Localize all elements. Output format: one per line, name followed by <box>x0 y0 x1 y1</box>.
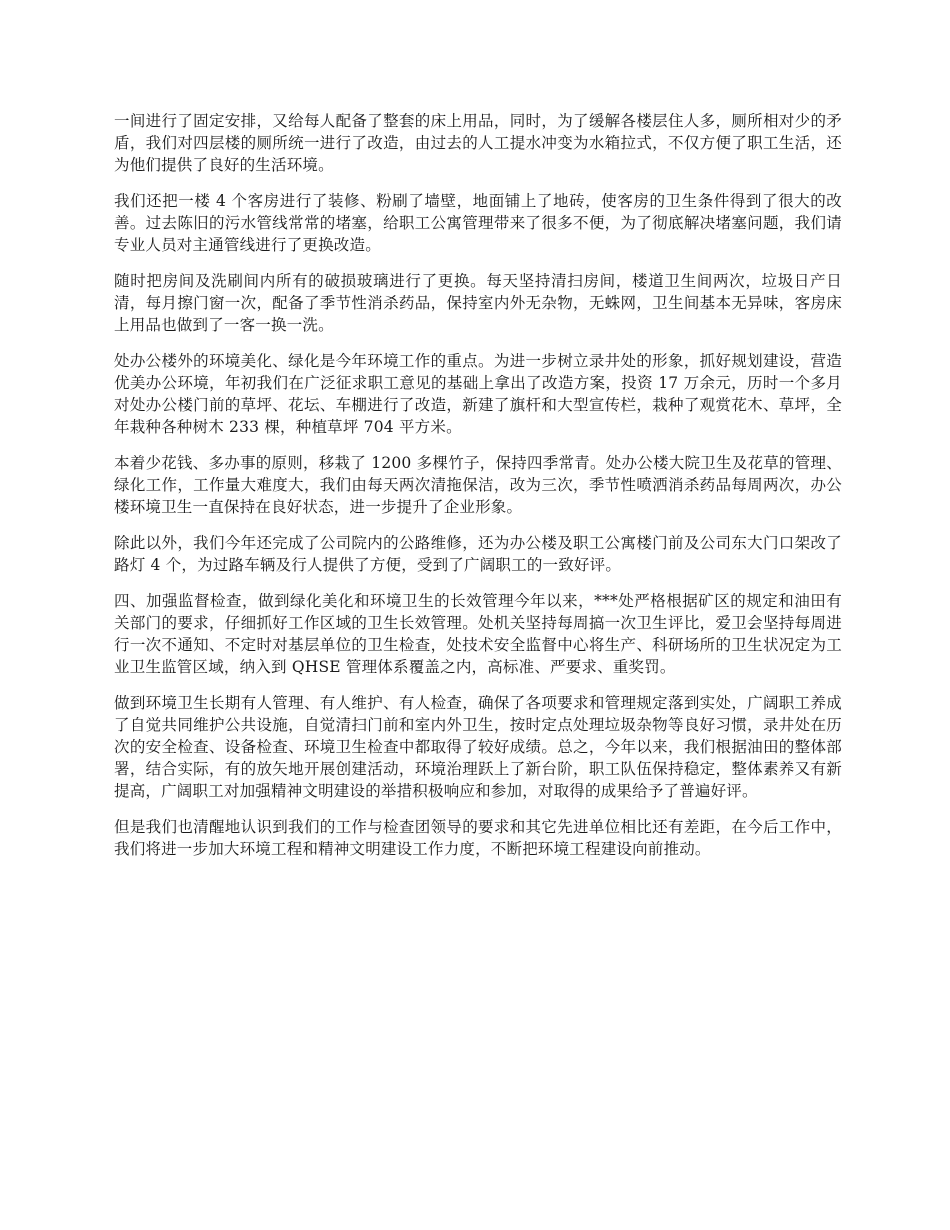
paragraph-7: 四、加强监督检查，做到绿化美化和环境卫生的长效管理今年以来，***处严格根据矿区的规定和油田有关部门的要求，仔细抓好工作区域的卫生长效管理。处机关坚持每周搞一次卫生评比，爱卫会坚持每周进行一次不通知、不定时对基层单位的卫生检查，处技术安全监督中心将生产、科研场所的卫生状况定为工业卫生监管区域，纳入到 QHSE 管理体系覆盖之内，高标准、严要求、重奖罚。 <box>114 592 842 676</box>
paragraph-2: 我们还把一楼 4 个客房进行了装修、粉刷了墙壁，地面铺上了地砖，使客房的卫生条件得到了很大的改善。过去陈旧的污水管线常常的堵塞，给职工公寓管理带来了很多不便，为了彻底解决堵塞问题，我们请专业人员对主通管线进行了更换改造。 <box>114 192 842 254</box>
paragraph-4: 处办公楼外的环境美化、绿化是今年环境工作的重点。为进一步树立录井处的形象，抓好规划建设，营造优美办公环境，年初我们在广泛征求职工意见的基础上拿出了改造方案，投资 17 万余元，历时一个多月对处办公楼门前的草坪、花坛、车棚进行了改造，新建了旗杆和大型宣传栏，栽种了观赏花木、草坪，全年栽种各种树木 233 棵，种植草坪 704 平方米。 <box>114 352 842 436</box>
paragraph-6: 除此以外，我们今年还完成了公司院内的公路维修，还为办公楼及职工公寓楼门前及公司东大门口架改了路灯 4 个，为过路车辆及行人提供了方便，受到了广阔职工的一致好评。 <box>114 534 842 574</box>
paragraph-9: 但是我们也清醒地认识到我们的工作与检查团领导的要求和其它先进单位相比还有差距，在今后工作中，我们将进一步加大环境工程和精神文明建设工作力度，不断把环境工程建设向前推动。 <box>114 818 842 858</box>
paragraph-5: 本着少花钱、多办事的原则，移栽了 1200 多棵竹子，保持四季常青。处办公楼大院卫生及花草的管理、绿化工作，工作量大难度大，我们由每天两次清拖保洁，改为三次，季节性喷洒消杀药品每周两次，办公楼环境卫生一直保持在良好状态，进一步提升了企业形象。 <box>114 454 842 516</box>
paragraph-3: 随时把房间及洗刷间内所有的破损玻璃进行了更换。每天坚持清扫房间，楼道卫生间两次，垃圾日产日清，每月擦门窗一次，配备了季节性消杀药品，保持室内外无杂物，无蛛网，卫生间基本无异味，客房床上用品也做到了一客一换一洗。 <box>114 272 842 334</box>
document-body <box>114 110 842 874</box>
paragraph-1: 一间进行了固定安排，又给每人配备了整套的床上用品，同时，为了缓解各楼层住人多，厕所相对少的矛盾，我们对四层楼的厕所统一进行了改造，由过去的人工提水冲变为水箱拉式，不仅方便了职工生活，还为他们提供了良好的生活环境。 <box>114 112 842 174</box>
paragraph-8: 做到环境卫生长期有人管理、有人维护、有人检查，确保了各项要求和管理规定落到实处，广阔职工养成了自觉共同维护公共设施，自觉清扫门前和室内外卫生，按时定点处理垃圾杂物等良好习惯，录井处在历次的安全检查、设备检查、环境卫生检查中都取得了较好成绩。总之，今年以来，我们根据油田的整体部署，结合实际，有的放矢地开展创建活动，环境治理跃上了新台阶，职工队伍保持稳定，整体素养又有新提高，广阔职工对加强精神文明建设的举措积极响应和参加，对取得的成果给予了普遍好评。 <box>114 694 842 800</box>
